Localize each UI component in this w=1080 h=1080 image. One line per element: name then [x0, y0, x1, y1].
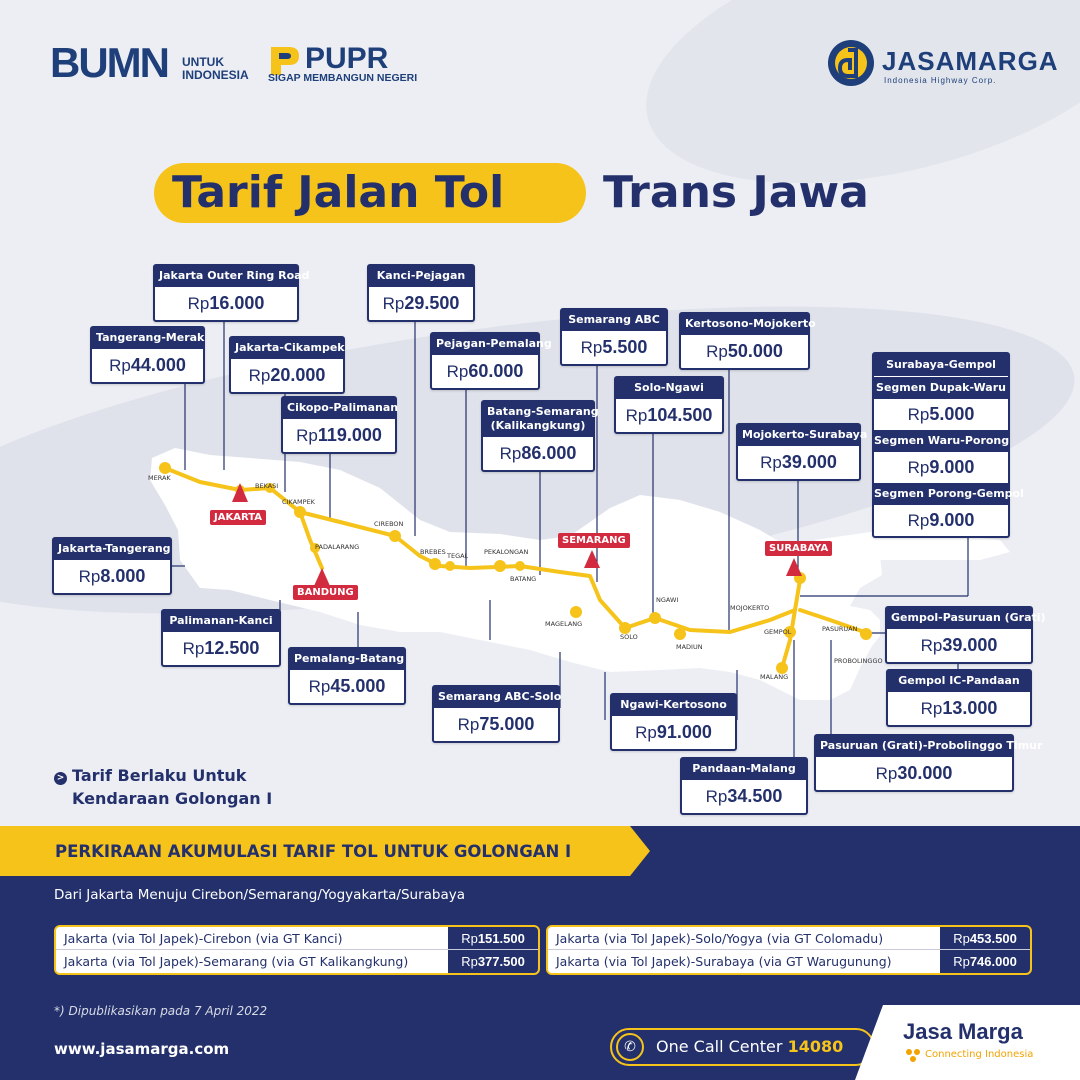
tariff-box-gempol-pasuruan: [885, 606, 1046, 664]
segment-price: Rp12.500: [182, 638, 260, 658]
sub-segment-price: Rp5.000: [907, 404, 975, 424]
segment-price: Rp44.000: [109, 355, 186, 375]
tariff-note-line2: Kendaraan Golongan I: [72, 789, 273, 808]
segment-price: Rp45.000: [308, 676, 386, 696]
sub-segment-name: Segmen Porong-Gempol: [874, 483, 1008, 505]
jasamarga-tagline: Indonesia Highway Corp.: [884, 76, 997, 85]
segment-name: Palimanan-Kanci: [163, 611, 279, 632]
accumulation-table-right: [546, 925, 1032, 975]
segment-name: [483, 402, 599, 437]
bumn-line2: INDONESIA: [182, 68, 249, 82]
tariff-box-pandaan-malang: [680, 757, 808, 815]
segment-name: Ngawi-Kertosono: [612, 695, 735, 716]
table-row: [548, 927, 1030, 950]
table-row: [56, 950, 538, 973]
city-malang: MALANG: [760, 673, 789, 681]
segment-name: Gempol IC-Pandaan: [888, 671, 1030, 692]
tariff-box-gempol-ic-pandaan: [886, 669, 1032, 727]
route-price: Rp377.500: [448, 950, 538, 973]
segment-price: Rp13.000: [920, 698, 998, 718]
segment-name-line1: Batang-Semarang: [487, 405, 599, 418]
segment-name: Semarang ABC: [562, 310, 666, 331]
segment-price: Rp34.500: [705, 786, 783, 806]
segment-name: Surabaya-Gempol: [874, 354, 1008, 376]
city-pasuruan: PASURUAN: [822, 625, 858, 633]
sub-segment-name: Segmen Waru-Porong: [874, 430, 1008, 452]
segment-name: Pemalang-Batang: [290, 649, 404, 670]
segment-name: Gempol-Pasuruan (Grati): [887, 608, 1031, 629]
segment-price: Rp91.000: [635, 722, 712, 742]
website-link[interactable]: www.jasamarga.com: [54, 1040, 230, 1058]
segment-price: Rp50.000: [706, 341, 783, 361]
tariff-box-ngawi-kertosono: [610, 693, 737, 751]
tariff-box-pejagan-pemalang: [430, 332, 552, 390]
tariff-box-jakarta-cikampek: [229, 336, 345, 394]
segment-price: Rp8.000: [78, 566, 146, 586]
route-price: Rp453.500: [940, 927, 1030, 949]
tariff-box-solo-ngawi: [614, 376, 724, 434]
city-tegal: TEGAL: [447, 552, 469, 560]
segment-name-line2: (Kalikangkung): [490, 419, 586, 432]
tariff-box-mojokerto-surabaya: [736, 423, 868, 481]
city-madiun: MADIUN: [676, 643, 703, 651]
segment-price: Rp16.000: [187, 293, 265, 313]
city-jakarta: JAKARTA: [210, 510, 266, 525]
city-surabaya: SURABAYA: [765, 541, 832, 556]
bumn-line1: UNTUK: [182, 55, 224, 69]
tariff-box-kanci-pejagan: [367, 264, 475, 322]
route-name: Jakarta (via Tol Japek)-Semarang (via GT Kalikangkung): [56, 950, 448, 973]
route-price: Rp746.000: [940, 950, 1030, 973]
call-center[interactable]: One Call Center 14080: [656, 1037, 844, 1056]
city-bandung: BANDUNG: [293, 585, 358, 600]
pupr-tagline: SIGAP MEMBANGUN NEGERI: [268, 72, 418, 84]
segment-price: Rp39.000: [760, 452, 837, 472]
sub-segment-price: Rp9.000: [907, 510, 975, 530]
segment-price: Rp86.000: [499, 443, 577, 463]
city-batang: BATANG: [510, 575, 537, 583]
city-padalarang: PADALARANG: [315, 543, 360, 551]
tariff-box-surabaya-gempol: [872, 352, 1024, 538]
segment-name: Semarang ABC-Solo: [434, 687, 558, 708]
route-name: Jakarta (via Tol Japek)-Cirebon (via GT Kanci): [56, 927, 448, 949]
segment-name: Jakarta-Tangerang: [54, 539, 170, 560]
city-gempol: GEMPOL: [764, 628, 792, 636]
accumulation-table-left: [54, 925, 540, 975]
chevron-right-icon: >: [54, 772, 67, 785]
tariff-box-semarang-abc: [560, 308, 668, 366]
city-cikampek: CIKAMPEK: [282, 498, 315, 506]
bumn-logo: BUMN: [50, 39, 168, 86]
segment-price: Rp29.500: [382, 293, 460, 313]
route-name: Jakarta (via Tol Japek)-Solo/Yogya (via GT Colomadu): [548, 927, 940, 949]
segment-name: Kertosono-Mojokerto: [681, 314, 808, 335]
segment-name: Tangerang-Merak: [92, 328, 203, 349]
tariff-note: [54, 764, 272, 810]
segment-name: Solo-Ngawi: [616, 378, 722, 399]
segment-price: Rp30.000: [875, 763, 953, 783]
segment-price: Rp119.000: [296, 425, 382, 445]
segment-name: Pasuruan (Grati)-Probolinggo Timur: [816, 736, 1012, 757]
segment-price: Rp5.500: [580, 337, 648, 357]
route-price: Rp151.500: [448, 927, 538, 949]
segment-name: Pejagan-Pemalang: [432, 334, 538, 355]
brand-dots-icon: [905, 1048, 921, 1062]
segment-name: Mojokerto-Surabaya: [738, 425, 859, 446]
city-ngawi: NGAWI: [656, 596, 679, 604]
tariff-box-palimanan-kanci: [161, 609, 281, 667]
sub-segment-name: Segmen Dupak-Waru: [874, 376, 1008, 399]
tariff-box-semarang-abc-solo: [432, 685, 560, 743]
tariff-box-pemalang-batang: [288, 647, 406, 705]
segment-name: Cikopo-Palimanan: [283, 398, 395, 419]
segment-name: Jakarta Outer Ring Road: [155, 266, 297, 287]
city-brebes: BREBES: [420, 548, 446, 556]
brand-name: Jasa Marga: [903, 1019, 1023, 1044]
segment-price: Rp39.000: [920, 635, 998, 655]
segment-name: Pandaan-Malang: [682, 759, 806, 780]
tariff-box-pasuruan-probolinggo: [814, 734, 1043, 792]
segment-price: Rp75.000: [457, 714, 535, 734]
segment-price: Rp104.500: [625, 405, 713, 425]
tariff-box-kertosono-mojokerto: [679, 312, 816, 370]
tariff-box-cikopo-palimanan: [281, 396, 397, 454]
tariff-box-jakarta-tangerang: [52, 537, 172, 595]
city-semarang: SEMARANG: [558, 533, 630, 548]
sub-segment-price: Rp9.000: [907, 457, 975, 477]
table-row: [548, 950, 1030, 973]
segment-name: Kanci-Pejagan: [369, 266, 473, 287]
tariff-box-tangerang-merak: [90, 326, 205, 384]
accumulation-subheading: Dari Jakarta Menuju Cirebon/Semarang/Yogyakarta/Surabaya: [54, 887, 466, 903]
route-name: Jakarta (via Tol Japek)-Surabaya (via GT Warugunung): [548, 950, 940, 973]
pupr-logo: PUPR: [305, 42, 389, 75]
title-rest: Trans Jawa: [603, 167, 869, 218]
city-mojokerto: MOJOKERTO: [730, 604, 770, 612]
tariff-box-batang-semarang: [481, 400, 599, 472]
jasamarga-logo: JASAMARGA: [882, 46, 1059, 76]
published-date: *) Dipublikasikan pada 7 April 2022: [54, 1004, 268, 1018]
segment-name: Jakarta-Cikampek: [231, 338, 343, 359]
tariff-note-line1: > Tarif Berlaku Untuk: [54, 764, 272, 787]
segment-price: Rp60.000: [446, 361, 524, 381]
table-row: [56, 927, 538, 950]
phone-icon: ✆: [616, 1033, 644, 1061]
city-pekalongan: PEKALONGAN: [484, 548, 529, 556]
city-solo: SOLO: [620, 633, 638, 641]
accumulation-heading: PERKIRAAN AKUMULASI TARIF TOL UNTUK GOLONGAN I: [55, 842, 572, 861]
segment-price: Rp20.000: [248, 365, 326, 385]
tariff-box-jorr: [153, 264, 310, 322]
city-merak: MERAK: [148, 474, 171, 482]
brand-tagline: Connecting Indonesia: [925, 1049, 1034, 1060]
city-probolinggo: PROBOLINGGO: [834, 657, 883, 665]
title-highlighted: Tarif Jalan Tol: [172, 167, 505, 218]
city-bekasi: BEKASI: [255, 482, 279, 490]
city-magelang: MAGELANG: [545, 620, 583, 628]
city-cirebon: CIREBON: [374, 520, 404, 528]
